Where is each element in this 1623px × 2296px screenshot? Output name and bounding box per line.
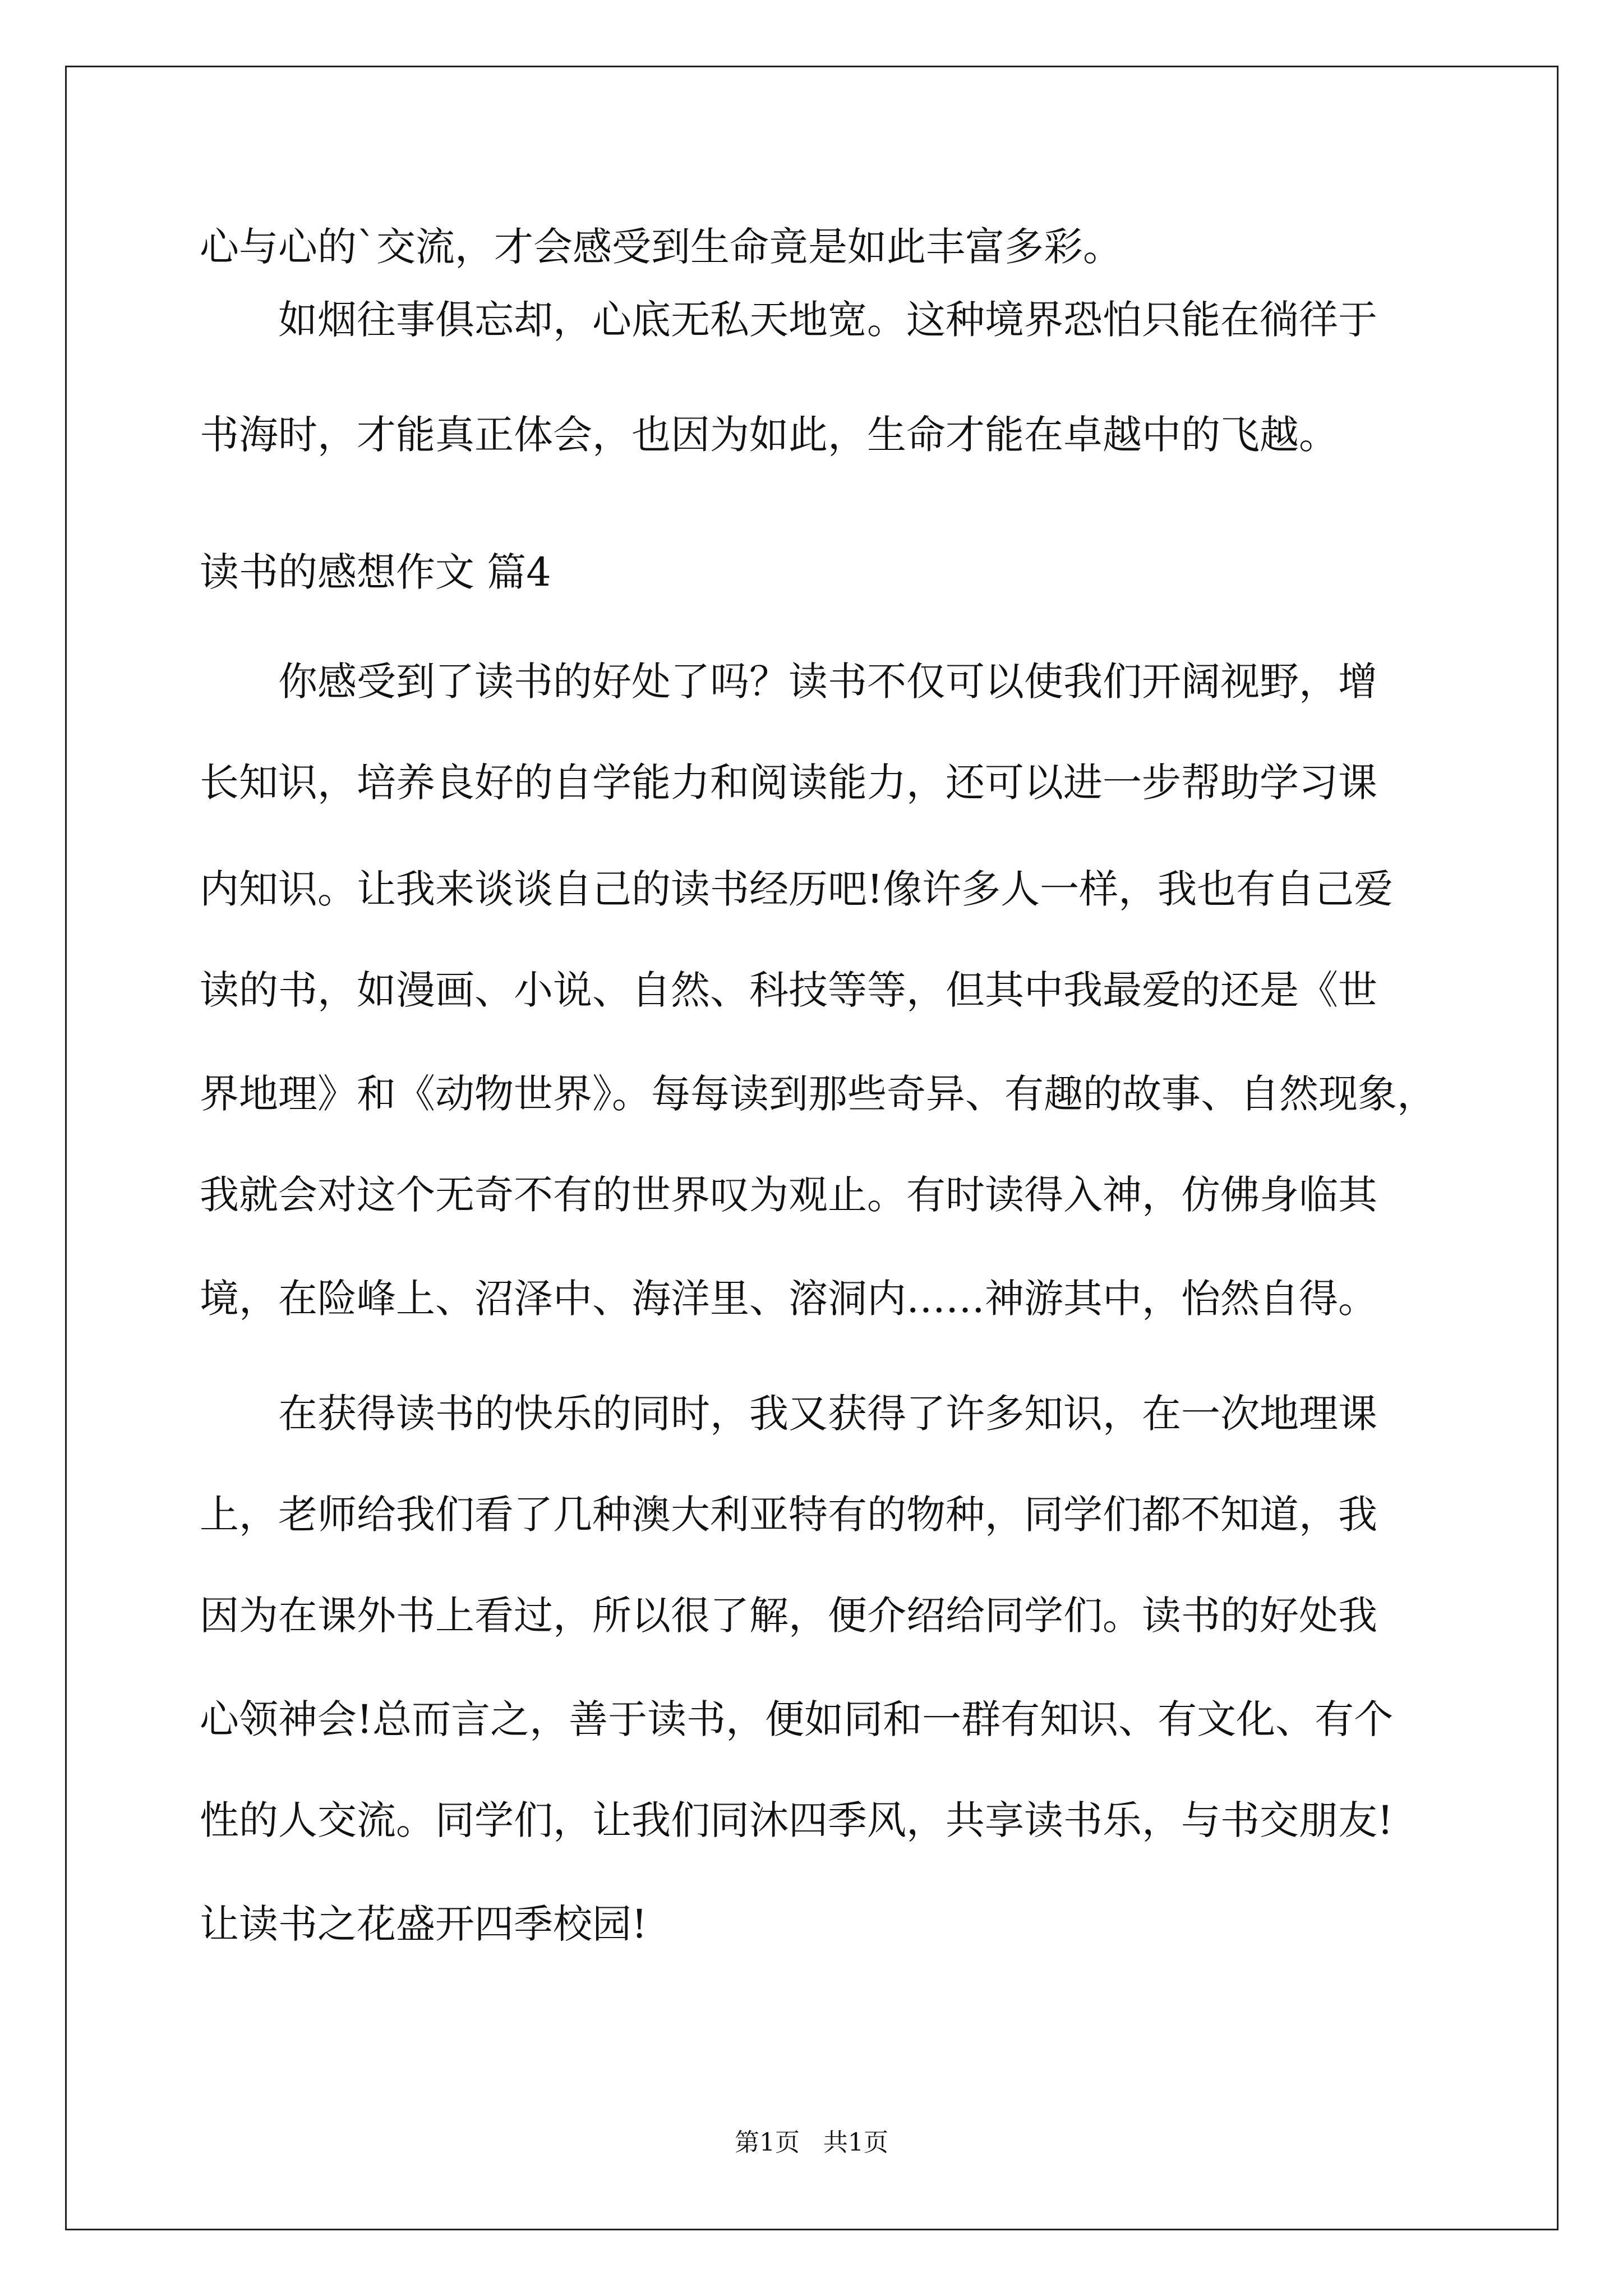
paragraph-line: 境，在险峰上、沼泽中、海洋里、溶洞内……神游其中，怡然自得。 [200,1276,1377,1322]
paragraph-line: 心与心的`交流，才会感受到生命竟是如此丰富多彩。 [200,224,1122,270]
paragraph-line: 在获得读书的快乐的同时，我又获得了许多知识，在一次地理课 [278,1391,1377,1437]
paragraph-line: 性的人交流。同学们，让我们同沐四季风，共享读书乐，与书交朋友! [200,1797,1394,1843]
paragraph-line: 界地理》和《动物世界》。每每读到那些奇异、有趣的故事、自然现象， [200,1071,1436,1117]
paragraph-line: 心领神会!总而言之，善于读书，便如同和一群有知识、有文化、有个 [200,1696,1394,1742]
paragraph-line: 读的书，如漫画、小说、自然、科技等等，但其中我最爱的还是《世 [200,967,1377,1013]
paragraph-line: 书海时，才能真正体会，也因为如此，生命才能在卓越中的飞越。 [200,412,1338,458]
paragraph-line: 长知识，培养良好的自学能力和阅读能力，还可以进一步帮助学习课 [200,760,1377,806]
paragraph-line: 内知识。让我来谈谈自己的读书经历吧!像许多人一样，我也有自己爱 [200,866,1394,912]
page-number-footer: 第1页 共1页 [735,2128,888,2157]
paragraph-line: 上，老师给我们看了几种澳大利亚特有的物种，同学们都不知道，我 [200,1492,1377,1538]
section-heading: 读书的感想作文 篇4 [200,549,551,595]
paragraph-line: 因为在课外书上看过，所以很了解，便介绍给同学们。读书的好处我 [200,1593,1377,1639]
paragraph-line: 你感受到了读书的好处了吗？读书不仅可以使我们开阔视野，增 [278,659,1377,705]
paragraph-line: 如烟往事俱忘却，心底无私天地宽。这种境界恐怕只能在徜徉于 [278,297,1377,343]
paragraph-line: 我就会对这个无奇不有的世界叹为观止。有时读得入神，仿佛身临其 [200,1172,1377,1218]
paragraph-line: 让读书之花盛开四季校园! [200,1901,648,1947]
